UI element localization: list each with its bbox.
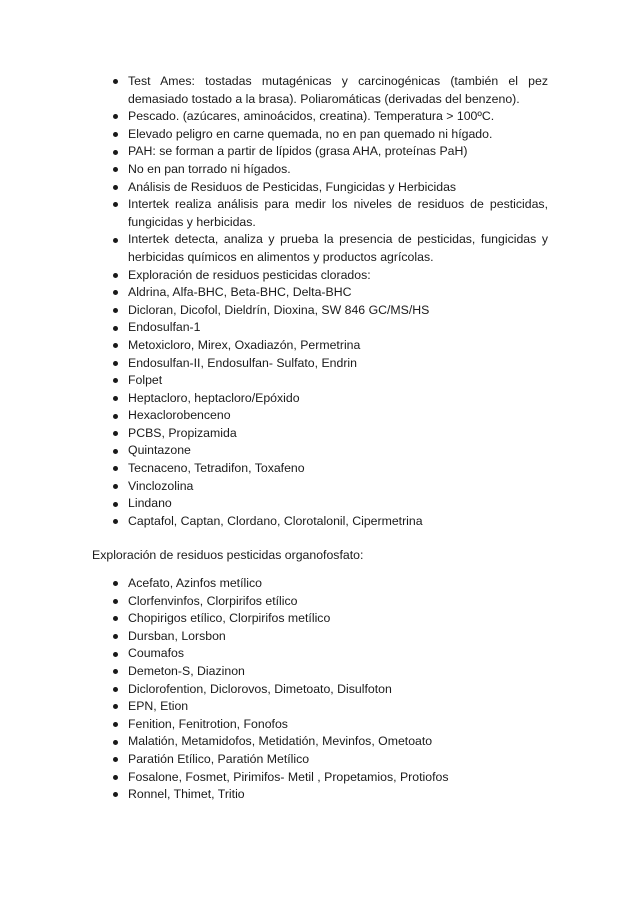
bullet-icon [112, 108, 120, 126]
list-item [128, 681, 548, 699]
list-item [128, 337, 548, 355]
list-item [128, 460, 548, 478]
list-item [128, 126, 548, 144]
list-item-text: Dursban, Lorsbon [128, 628, 226, 643]
list-item [128, 698, 548, 716]
bullet-icon [112, 390, 120, 408]
bullet-icon [112, 73, 120, 91]
bullet-icon [112, 495, 120, 513]
list-item-text: Clorfenvinfos, Clorpirifos etílico [128, 593, 298, 608]
list-item [128, 143, 548, 161]
bullet-icon [112, 769, 120, 787]
bullet-icon [112, 593, 120, 611]
list-item-text: Coumafos [128, 646, 185, 661]
list-item-text: Elevado peligro en carne quemada, no en pan quemado ni hígado. [128, 126, 493, 141]
bullet-list-organofosfatos [128, 575, 548, 804]
bullet-icon [112, 231, 120, 249]
list-item-text: Lindano [128, 496, 172, 511]
list-item [128, 610, 548, 628]
list-item-text: No en pan torrado ni hígados. [128, 161, 291, 176]
list-item-text: Análisis de Residuos de Pesticidas, Fungicidas y Herbicidas [128, 179, 457, 194]
list-item-text: Ronnel, Thimet, Tritio [128, 787, 245, 802]
list-item-text: Fenition, Fenitrotion, Fonofos [128, 716, 288, 731]
list-item [128, 513, 548, 531]
list-item [128, 73, 548, 108]
list-item [128, 733, 548, 751]
list-item-text: Dicloran, Dicofol, Dieldrín, Dioxina, SW 846 GC/MS/HS [128, 302, 430, 317]
list-item-text: Captafol, Captan, Clordano, Clorotalonil, Cipermetrina [128, 513, 423, 528]
list-item [128, 267, 548, 285]
list-item-text: PCBS, Propizamida [128, 425, 237, 440]
bullet-icon [112, 460, 120, 478]
bullet-icon [112, 786, 120, 804]
bullet-icon [112, 751, 120, 769]
bullet-list-organoclorados [128, 73, 548, 530]
list-item-text: Aldrina, Alfa-BHC, Beta-BHC, Delta-BHC [128, 285, 352, 300]
bullet-icon [112, 302, 120, 320]
list-item [128, 751, 548, 769]
list-item-text: Acefato, Azinfos metílico [128, 576, 262, 590]
list-item-text: Diclorofention, Diclorovos, Dimetoato, Disulfoton [128, 681, 392, 696]
list-item-text: EPN, Etion [128, 699, 189, 714]
list-item-text: Pescado. (azúcares, aminoácidos, creatina). Temperatura > 100ºC. [128, 109, 495, 124]
list-item-text: Intertek realiza análisis para medir los niveles de residuos de pesticidas, fungicidas y herbicidas. [128, 197, 548, 229]
bullet-icon [112, 407, 120, 425]
list-item [128, 161, 548, 179]
bullet-icon [112, 161, 120, 179]
list-item [128, 355, 548, 373]
bullet-icon [112, 372, 120, 390]
bullet-icon [112, 575, 120, 593]
bullet-icon [112, 267, 120, 285]
list-item [128, 231, 548, 266]
list-item-text: Chopirigos etílico, Clorpirifos metílico [128, 611, 331, 626]
list-item-text: Folpet [128, 373, 163, 388]
paragraph-organofosfato: Exploración de residuos pesticidas organofosfato: [92, 548, 364, 562]
list-item [128, 769, 548, 787]
list-item [128, 179, 548, 197]
bullet-icon [112, 284, 120, 302]
list-item [128, 575, 548, 593]
list-item [128, 407, 548, 425]
bullet-icon [112, 126, 120, 144]
bullet-icon [112, 610, 120, 628]
bullet-icon [112, 681, 120, 699]
list-item [128, 196, 548, 231]
bullet-icon [112, 143, 120, 161]
list-item-text: Endosulfan-1 [128, 320, 201, 335]
bullet-icon [112, 663, 120, 681]
bullet-icon [112, 196, 120, 214]
bullet-icon [112, 179, 120, 197]
list-item-text: Vinclozolina [128, 478, 194, 493]
list-item-text: Malatión, Metamidofos, Metidatión, Mevinfos, Ometoato [128, 734, 433, 749]
bullet-icon [112, 716, 120, 734]
list-item-text: Tecnaceno, Tetradifon, Toxafeno [128, 461, 305, 476]
list-item [128, 786, 548, 804]
bullet-icon [112, 337, 120, 355]
list-item-text: Paratión Etílico, Paratión Metílico [128, 751, 310, 766]
list-item [128, 645, 548, 663]
list-item-text: Quintazone [128, 443, 191, 458]
list-item [128, 425, 548, 443]
bullet-icon [112, 628, 120, 646]
list-item-text: Endosulfan-II, Endosulfan- Sulfato, Endrin [128, 355, 357, 370]
list-item-text: Demeton-S, Diazinon [128, 663, 245, 678]
list-item [128, 372, 548, 390]
list-item [128, 663, 548, 681]
bullet-icon [112, 733, 120, 751]
bullet-icon [112, 319, 120, 337]
bullet-icon [112, 478, 120, 496]
bullet-icon [112, 645, 120, 663]
bullet-icon [112, 513, 120, 531]
list-item [128, 108, 548, 126]
list-item-text: Exploración de residuos pesticidas clorados: [128, 267, 371, 282]
list-item [128, 628, 548, 646]
list-item [128, 319, 548, 337]
list-item-text: Intertek detecta, analiza y prueba la presencia de pesticidas, fungicidas y herbicidas químicos en alimentos y productos agrícolas. [128, 232, 548, 264]
list-item [128, 442, 548, 460]
list-item-text: PAH: se forman a partir de lípidos (grasa AHA, proteínas PaH) [128, 144, 468, 159]
bullet-icon [112, 425, 120, 443]
list-item [128, 390, 548, 408]
list-item [128, 284, 548, 302]
list-item [128, 478, 548, 496]
list-item [128, 716, 548, 734]
list-item-text: Test Ames: tostadas mutagénicas y carcinogénicas (también el pez demasiado tostado a la brasa). Poliaromáticas (derivadas del benzeno). [128, 74, 548, 106]
bullet-icon [112, 442, 120, 460]
bullet-icon [112, 698, 120, 716]
list-item-text: Heptacloro, heptacloro/Epóxido [128, 390, 300, 405]
list-item-text: Metoxicloro, Mirex, Oxadiazón, Permetrina [128, 337, 361, 352]
list-item-text: Hexaclorobenceno [128, 408, 231, 423]
list-item [128, 495, 548, 513]
list-item [128, 302, 548, 320]
list-item-text: Fosalone, Fosmet, Pirimifos- Metil , Propetamios, Protiofos [128, 769, 449, 784]
bullet-icon [112, 355, 120, 373]
list-item [128, 593, 548, 611]
